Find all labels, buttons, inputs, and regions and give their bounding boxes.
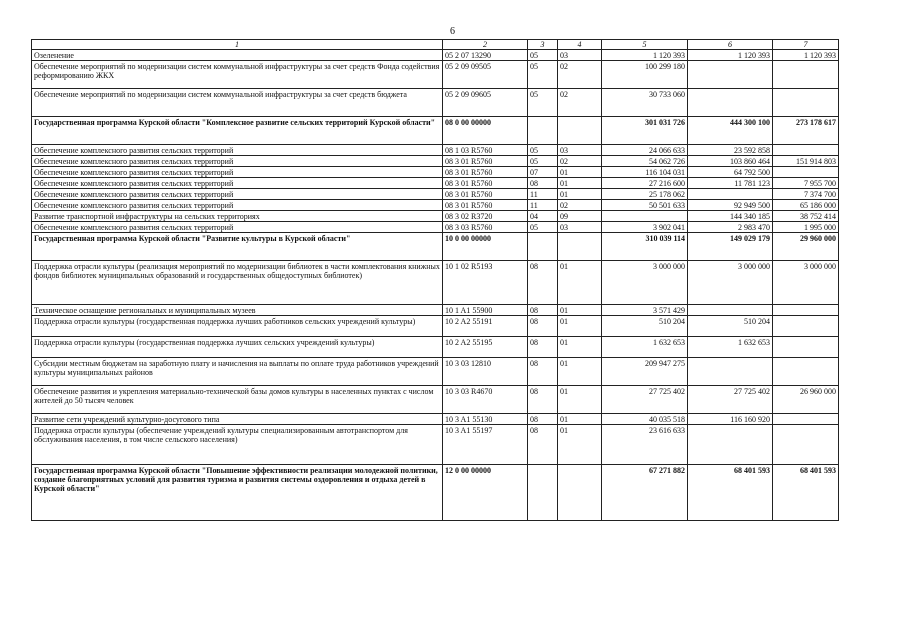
amount-col-5: 50 501 633 — [602, 200, 688, 211]
subsection-code: 03 — [558, 50, 602, 61]
program-code: 10 3 A1 55130 — [443, 414, 528, 425]
section-code: 05 — [528, 156, 558, 167]
program-code: 08 3 03 R5760 — [443, 222, 528, 233]
section-code: 08 — [528, 305, 558, 316]
row-name: Обеспечение развития и укрепления материально-технической базы домов культуры в населенных пунктах с числом жителей до 50 тысяч человек — [32, 386, 443, 414]
amount-col-6 — [688, 305, 773, 316]
amount-col-7 — [773, 425, 839, 465]
column-number: 3 — [528, 40, 558, 50]
amount-col-6: 64 792 500 — [688, 167, 773, 178]
row-name: Обеспечение комплексного развития сельских территорий — [32, 222, 443, 233]
table-row — [32, 145, 839, 156]
table-row — [32, 316, 839, 337]
amount-col-5: 301 031 726 — [602, 117, 688, 145]
amount-col-6: 149 029 179 — [688, 233, 773, 261]
section-code: 05 — [528, 222, 558, 233]
amount-col-6: 92 949 500 — [688, 200, 773, 211]
table-row — [32, 167, 839, 178]
row-name: Субсидии местным бюджетам на заработную плату и начисления на выплаты по оплате труда работников учреждений культуры муниципальных районов — [32, 358, 443, 386]
row-name: Обеспечение комплексного развития сельских территорий — [32, 200, 443, 211]
section-code: 04 — [528, 211, 558, 222]
subsection-code: 03 — [558, 222, 602, 233]
amount-col-5: 40 035 518 — [602, 414, 688, 425]
program-code: 08 3 01 R5760 — [443, 200, 528, 211]
table-row — [32, 50, 839, 61]
subsection-code — [558, 465, 602, 521]
page-number: 6 — [450, 26, 455, 37]
section-code: 08 — [528, 414, 558, 425]
amount-col-5: 310 039 114 — [602, 233, 688, 261]
subsection-code: 03 — [558, 145, 602, 156]
amount-col-6: 3 000 000 — [688, 261, 773, 305]
table-row — [32, 89, 839, 117]
subsection-code: 01 — [558, 305, 602, 316]
subsection-code — [558, 233, 602, 261]
amount-col-5: 25 178 062 — [602, 189, 688, 200]
budget-table — [31, 39, 839, 521]
amount-col-6 — [688, 89, 773, 117]
row-name: Обеспечение комплексного развития сельских территорий — [32, 178, 443, 189]
program-code: 05 2 07 13290 — [443, 50, 528, 61]
amount-col-5: 100 299 180 — [602, 61, 688, 89]
amount-col-6: 1 632 653 — [688, 337, 773, 358]
subsection-code: 01 — [558, 261, 602, 305]
table-row — [32, 337, 839, 358]
section-code: 08 — [528, 178, 558, 189]
row-name: Техническое оснащение региональных и муниципальных музеев — [32, 305, 443, 316]
amount-col-7: 26 960 000 — [773, 386, 839, 414]
amount-col-6: 23 592 858 — [688, 145, 773, 156]
amount-col-5: 3 000 000 — [602, 261, 688, 305]
row-name: Поддержка отрасли культуры (обеспечение учреждений культуры специализированным автотранспортом для обслуживания населения, в том числе сельского населения) — [32, 425, 443, 465]
amount-col-7 — [773, 316, 839, 337]
amount-col-5: 1 632 653 — [602, 337, 688, 358]
section-code — [528, 233, 558, 261]
subsection-code: 02 — [558, 200, 602, 211]
amount-col-7 — [773, 358, 839, 386]
amount-col-5: 23 616 633 — [602, 425, 688, 465]
subsection-code: 01 — [558, 189, 602, 200]
subsection-code — [558, 117, 602, 145]
subsection-code: 02 — [558, 156, 602, 167]
section-code: 08 — [528, 261, 558, 305]
amount-col-5: 510 204 — [602, 316, 688, 337]
column-number: 7 — [773, 40, 839, 50]
amount-col-6: 116 160 920 — [688, 414, 773, 425]
section-code: 08 — [528, 386, 558, 414]
amount-col-6 — [688, 425, 773, 465]
program-code: 08 3 02 R3720 — [443, 211, 528, 222]
amount-col-6: 68 401 593 — [688, 465, 773, 521]
amount-col-6: 2 983 470 — [688, 222, 773, 233]
amount-col-7: 1 120 393 — [773, 50, 839, 61]
subsection-code: 01 — [558, 414, 602, 425]
program-code: 10 1 02 R5193 — [443, 261, 528, 305]
amount-col-6 — [688, 189, 773, 200]
column-number: 4 — [558, 40, 602, 50]
amount-col-7: 38 752 414 — [773, 211, 839, 222]
row-name: Обеспечение комплексного развития сельских территорий — [32, 145, 443, 156]
amount-col-6 — [688, 358, 773, 386]
program-code: 10 2 A2 55191 — [443, 316, 528, 337]
program-code: 08 0 00 00000 — [443, 117, 528, 145]
program-code: 10 3 03 R4670 — [443, 386, 528, 414]
amount-col-7: 151 914 803 — [773, 156, 839, 167]
subsection-code: 01 — [558, 425, 602, 465]
section-code: 08 — [528, 337, 558, 358]
table-row — [32, 425, 839, 465]
row-name: Озеленение — [32, 50, 443, 61]
amount-col-6: 444 300 100 — [688, 117, 773, 145]
table-row — [32, 211, 839, 222]
section-code: 05 — [528, 50, 558, 61]
subsection-code: 01 — [558, 337, 602, 358]
amount-col-5: 67 271 882 — [602, 465, 688, 521]
column-number: 2 — [443, 40, 528, 50]
amount-col-5: 209 947 275 — [602, 358, 688, 386]
column-number: 1 — [32, 40, 443, 50]
table-row — [32, 189, 839, 200]
row-name: Обеспечение комплексного развития сельских территорий — [32, 167, 443, 178]
row-name: Развитие транспортной инфраструктуры на сельских территориях — [32, 211, 443, 222]
amount-col-5: 27 725 402 — [602, 386, 688, 414]
amount-col-5: 1 120 393 — [602, 50, 688, 61]
section-code — [528, 117, 558, 145]
amount-col-5: 54 062 726 — [602, 156, 688, 167]
amount-col-5: 24 066 633 — [602, 145, 688, 156]
row-name: Поддержка отрасли культуры (государственная поддержка лучших сельских учреждений культуры) — [32, 337, 443, 358]
amount-col-5 — [602, 211, 688, 222]
table-row — [32, 358, 839, 386]
table-row — [32, 178, 839, 189]
section-code: 05 — [528, 61, 558, 89]
section-code: 05 — [528, 145, 558, 156]
section-code: 05 — [528, 89, 558, 117]
subsection-code: 02 — [558, 89, 602, 117]
table-row — [32, 414, 839, 425]
amount-col-5: 116 104 031 — [602, 167, 688, 178]
row-name: Обеспечение мероприятий по модернизации систем коммунальной инфраструктуры за счет средств Фонда содействия реформированию ЖКХ — [32, 61, 443, 89]
amount-col-5: 3 902 041 — [602, 222, 688, 233]
subsection-code: 01 — [558, 178, 602, 189]
amount-col-6: 1 120 393 — [688, 50, 773, 61]
section-code: 11 — [528, 200, 558, 211]
subsection-code: 01 — [558, 316, 602, 337]
section-code: 08 — [528, 425, 558, 465]
row-name: Поддержка отрасли культуры (государственная поддержка лучших работников сельских учреждений культуры) — [32, 316, 443, 337]
program-code: 10 0 00 00000 — [443, 233, 528, 261]
program-code: 05 2 09 09505 — [443, 61, 528, 89]
amount-col-7: 3 000 000 — [773, 261, 839, 305]
amount-col-7 — [773, 414, 839, 425]
program-total-row — [32, 465, 839, 521]
section-code: 08 — [528, 358, 558, 386]
row-name: Развитие сети учреждений культурно-досугового типа — [32, 414, 443, 425]
table-row — [32, 386, 839, 414]
program-code: 08 3 01 R5760 — [443, 167, 528, 178]
amount-col-6: 27 725 402 — [688, 386, 773, 414]
row-name: Поддержка отрасли культуры (реализация мероприятий по модернизации библиотек в части комплектования книжных фондов библиотек муниципальных образований и государственных общедоступных библиотек) — [32, 261, 443, 305]
amount-col-7: 29 960 000 — [773, 233, 839, 261]
program-code: 10 3 03 12810 — [443, 358, 528, 386]
amount-col-7 — [773, 61, 839, 89]
amount-col-7: 273 178 617 — [773, 117, 839, 145]
amount-col-7 — [773, 167, 839, 178]
amount-col-7 — [773, 89, 839, 117]
row-name: Обеспечение комплексного развития сельских территорий — [32, 156, 443, 167]
table-row — [32, 305, 839, 316]
row-name: Государственная программа Курской области "Комплексное развитие сельских территорий Курской области" — [32, 117, 443, 145]
table-row — [32, 222, 839, 233]
amount-col-6 — [688, 61, 773, 89]
program-code: 05 2 09 09605 — [443, 89, 528, 117]
row-name: Обеспечение мероприятий по модернизации систем коммунальной инфраструктуры за счет средств бюджета — [32, 89, 443, 117]
amount-col-7 — [773, 337, 839, 358]
amount-col-6: 103 860 464 — [688, 156, 773, 167]
amount-col-5: 30 733 060 — [602, 89, 688, 117]
amount-col-6: 510 204 — [688, 316, 773, 337]
program-code: 08 3 01 R5760 — [443, 178, 528, 189]
program-code: 08 1 03 R5760 — [443, 145, 528, 156]
amount-col-6: 11 781 123 — [688, 178, 773, 189]
subsection-code: 09 — [558, 211, 602, 222]
program-code: 10 1 A1 55900 — [443, 305, 528, 316]
table-row — [32, 200, 839, 211]
program-code: 12 0 00 00000 — [443, 465, 528, 521]
amount-col-7 — [773, 145, 839, 156]
section-code: 07 — [528, 167, 558, 178]
program-total-row — [32, 233, 839, 261]
amount-col-7: 68 401 593 — [773, 465, 839, 521]
subsection-code: 02 — [558, 61, 602, 89]
row-name: Обеспечение комплексного развития сельских территорий — [32, 189, 443, 200]
program-code: 08 3 01 R5760 — [443, 189, 528, 200]
table-row — [32, 61, 839, 89]
section-code: 08 — [528, 316, 558, 337]
amount-col-7: 7 955 700 — [773, 178, 839, 189]
subsection-code: 01 — [558, 358, 602, 386]
amount-col-7: 65 186 000 — [773, 200, 839, 211]
column-number-header-row — [32, 40, 839, 50]
column-number: 6 — [688, 40, 773, 50]
row-name: Государственная программа Курской области "Развитие культуры в Курской области" — [32, 233, 443, 261]
program-code: 10 3 A1 55197 — [443, 425, 528, 465]
amount-col-5: 3 571 429 — [602, 305, 688, 316]
program-total-row — [32, 117, 839, 145]
amount-col-6: 144 340 185 — [688, 211, 773, 222]
section-code: 11 — [528, 189, 558, 200]
subsection-code: 01 — [558, 386, 602, 414]
amount-col-7 — [773, 305, 839, 316]
program-code: 10 2 A2 55195 — [443, 337, 528, 358]
amount-col-7: 1 995 000 — [773, 222, 839, 233]
amount-col-5: 27 216 600 — [602, 178, 688, 189]
subsection-code: 01 — [558, 167, 602, 178]
column-number: 5 — [602, 40, 688, 50]
amount-col-7: 7 374 700 — [773, 189, 839, 200]
table-row — [32, 156, 839, 167]
table-row — [32, 261, 839, 305]
program-code: 08 3 01 R5760 — [443, 156, 528, 167]
row-name: Государственная программа Курской области "Повышение эффективности реализации молодежной политики, создание благоприятных условий для развития туризма и развития системы оздоровления и отдыха детей в Курской области" — [32, 465, 443, 521]
section-code — [528, 465, 558, 521]
